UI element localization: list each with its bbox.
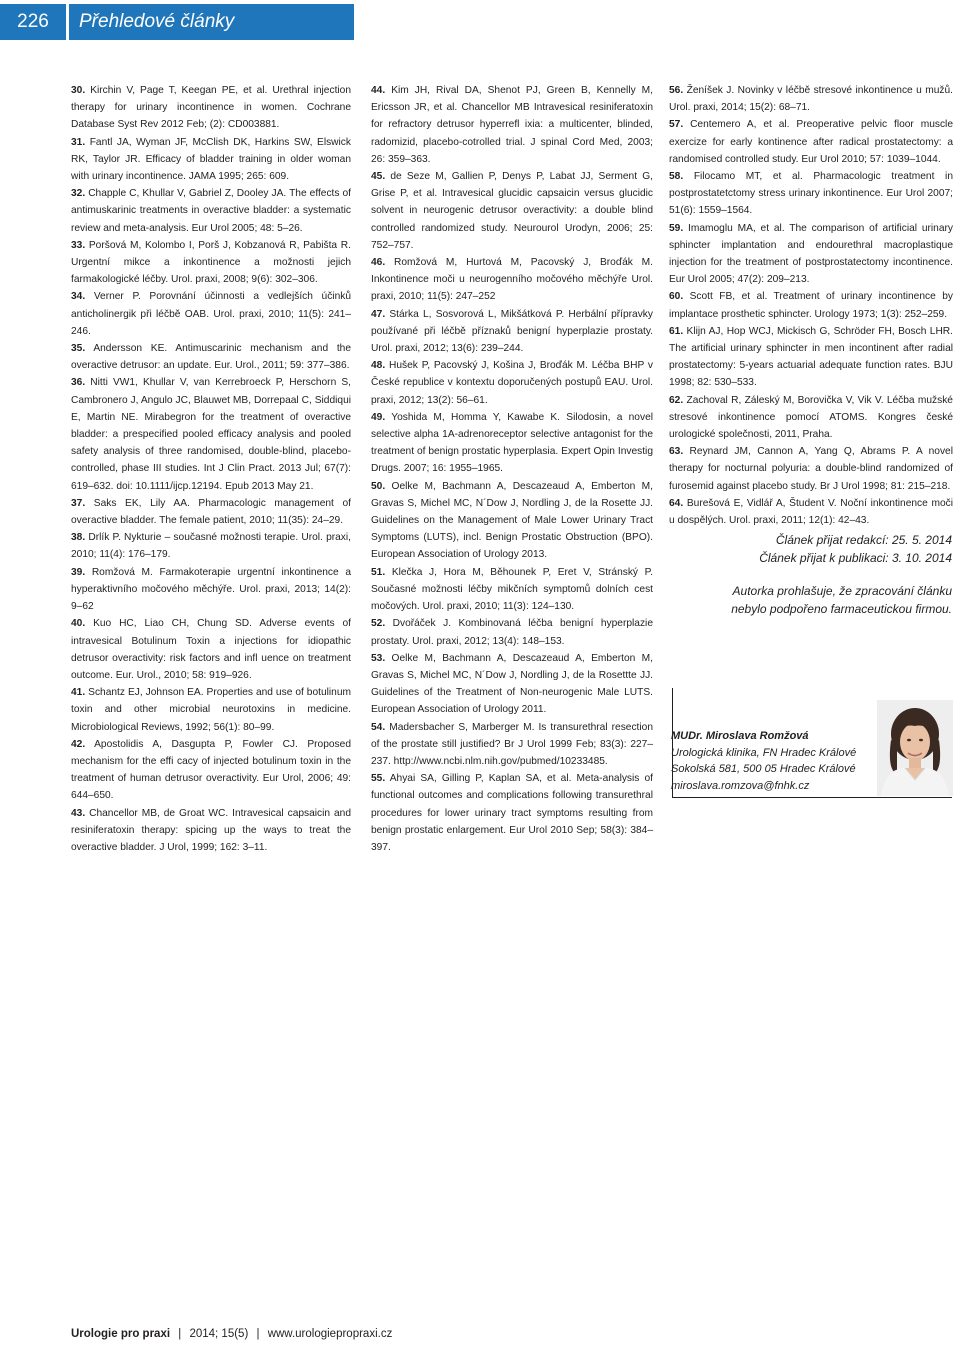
reference-number: 59. bbox=[669, 222, 684, 234]
reference-item bbox=[71, 736, 351, 805]
reference-number: 40. bbox=[71, 618, 86, 630]
reference-text: Poršová M, Kolombo I, Porš J, Kobzanová R, Pabišta R. Urgentní mikce a inkontinence a možnosti jejich farmakologické léčby. Urol. praxi, 2008; 9(6): 302–306. bbox=[71, 239, 351, 286]
received-date: Článek přijat redakcí: 25. 5. 2014 bbox=[775, 533, 952, 547]
footer-separator: | bbox=[256, 1328, 260, 1340]
author-address: Sokolská 581, 500 05 Hradec Králové bbox=[671, 763, 856, 775]
reference-item bbox=[371, 306, 653, 358]
reference-number: 31. bbox=[71, 136, 86, 148]
conflict-declaration: Autorka prohlašuje, že zpracování článku nebylo podpořeno farmaceutickou firmou. bbox=[731, 584, 952, 616]
reference-item bbox=[71, 340, 351, 374]
reference-item bbox=[669, 392, 953, 444]
reference-item bbox=[71, 374, 351, 494]
reference-number: 44. bbox=[371, 85, 386, 96]
reference-item bbox=[669, 220, 953, 289]
reference-text: de Seze M, Gallien P, Denys P, Labat JJ, Serment G, Grise P, et al. Intravesical glucidic capsaicin versus glucidic solvent in neurogenic detrusor overactivity: a double blind controlled randomized study. Neurourol Urodyn, 2006; 25: 752–757. bbox=[371, 171, 653, 251]
author-portrait-image bbox=[877, 700, 953, 796]
footer-url[interactable]: www.urologiepropraxi.cz bbox=[267, 1328, 393, 1340]
reference-number: 39. bbox=[71, 566, 86, 578]
reference-number: 34. bbox=[71, 291, 86, 303]
reference-item bbox=[371, 564, 653, 616]
references-column-2 bbox=[371, 82, 653, 856]
references-column-1 bbox=[71, 82, 351, 856]
reference-number: 49. bbox=[371, 411, 386, 423]
reference-text: Filocamo MT, et al. Pharmacologic treatment in postprostatetctomy stress urinary inkontinence. Eur Urol 2007; 51(6): 1559–1564. bbox=[669, 171, 953, 217]
reference-item bbox=[71, 684, 351, 736]
reference-item bbox=[371, 719, 653, 771]
reference-text: Kuo HC, Liao CH, Chung SD. Adverse events of intravesical Botulinum Toxin a injections for idiopathic detrusor overactivity: risk factors and infl uence on treatment outcome. Eur. Urol., 2010; 58: 919–926. bbox=[71, 618, 351, 681]
reference-text: Kim JH, Rival DA, Shenot PJ, Green B, Kennelly M, Ericsson JR, et al. Chancellor MB Intravesical resiniferatoxin for refractory detrusor hyperrefl ixia: a multicenter, blinded, radomizid, placebo-cotrolled trial. J spinal Cord Med, 2003; 26: 359–363. bbox=[371, 85, 653, 165]
reference-number: 60. bbox=[669, 291, 684, 303]
reference-number: 37. bbox=[71, 497, 86, 509]
reference-text: Chancellor MB, de Groat WC. Intravesical capsaicin and resiniferatoxin therapy: spicing up the ways to treat the overactive bladder. J Urol, 1999; 162: 3–11. bbox=[71, 807, 351, 853]
reference-number: 36. bbox=[71, 377, 86, 389]
reference-number: 30. bbox=[71, 85, 86, 96]
reference-item bbox=[669, 116, 953, 168]
reference-text: Dvořáček J. Kombinovaná léčba benigní hyperplazie prostaty. Urol. praxi, 2012; 13(4): 148–153. bbox=[371, 618, 653, 647]
author-divider-horizontal bbox=[672, 797, 872, 798]
reference-text: Verner P. Porovnání účinnosti a vedlejších účinků anticholinergik při léčbě OAB. Urol. praxi, 2010; 11(5): 241–246. bbox=[71, 291, 351, 337]
reference-number: 52. bbox=[371, 618, 386, 630]
reference-item bbox=[371, 254, 653, 306]
reference-number: 51. bbox=[371, 566, 386, 578]
reference-text: Reynard JM, Cannon A, Yang Q, Abrams P. A novel therapy for nocturnal polyuria: a double-blind randomized of furosemid against placebo study. Br J Urol 1998; 81: 215–218. bbox=[669, 446, 953, 492]
reference-text: Kirchin V, Page T, Keegan PE, et al. Urethral injection therapy for urinary incontinence in women. Cochrane Database Syst Rev 2012 Feb; (2): CD003881. bbox=[71, 85, 351, 131]
reference-text: Zachoval R, Záleský M, Borovička V, Vik V. Léčba mužské stresové inkontinence pomocí ATOMS. Kongres české urologické společnosti, 2011, Praha. bbox=[669, 394, 953, 441]
author-name: MUDr. Miroslava Romžová bbox=[671, 730, 809, 742]
reference-number: 32. bbox=[71, 188, 86, 200]
reference-text: Hušek P, Pacovský J, Košina J, Broďák M. Léčba BHP v České republice v kontextu doporučených postupů EAU. Urol. praxi, 2012; 13(2): 56–61. bbox=[371, 360, 653, 406]
reference-number: 46. bbox=[371, 257, 386, 269]
reference-item bbox=[669, 82, 953, 116]
reference-text: Apostolidis A, Dasgupta P, Fowler CJ. Proposed mechanism for the effi cacy of injected botulinum toxin in the treatment of human detrusor overactivity. Eur Urol, 2006; 49: 644–650. bbox=[71, 738, 351, 802]
reference-item bbox=[669, 495, 953, 529]
reference-number: 43. bbox=[71, 807, 86, 819]
reference-number: 56. bbox=[669, 85, 684, 96]
reference-text: Centemero A, et al. Preoperative pelvic floor muscle exercize for early kontinence after radical prostatectomy: a randomised controlled study. Eur Urol 2010; 57: 1039–1044. bbox=[669, 119, 953, 165]
reference-item bbox=[371, 82, 653, 168]
reference-text: Chapple C, Khullar V, Gabriel Z, Dooley JA. The effects of antimuskarinic treatments in overactive bladder: a systematic review and meta-analysis. Eur Urol 2005; 48: 5–26. bbox=[71, 188, 351, 234]
reference-text: Imamoglu MA, et al. The comparison of artificial urinary sphincter implantation and endourethral macroplastique injection for the treatment of postprostatectomy incontinence. Eur Urol 2005; 47(2): 209–213. bbox=[669, 222, 953, 286]
reference-text: Ženíšek J. Novinky v léčbě stresové inkontinence u mužů. Urol. praxi, 2014; 15(2): 68–71. bbox=[669, 85, 953, 114]
reference-text: Fantl JA, Wyman JF, McClish DK, Harkins SW, Elswick RK, Taylor JR. Efficacy of bladder training in older woman with urinary incontinence. JAMA 1995; 265: 609. bbox=[71, 136, 351, 183]
reference-item bbox=[71, 529, 351, 563]
reference-item bbox=[71, 495, 351, 529]
footer-separator: | bbox=[178, 1328, 182, 1340]
reference-text: Saks EK, Lily AA. Pharmacologic management of overactive bladder. The female patient, 2010; 11(35): 24–29. bbox=[71, 497, 351, 527]
reference-number: 62. bbox=[669, 394, 684, 406]
reference-text: Romžová M, Hurtová M, Pacovský J, Broďák M. Inkontinence moči u neurogenního močového měchýře Urol. praxi, 2010; 11(5): 247–252 bbox=[371, 257, 653, 303]
reference-item bbox=[71, 185, 351, 237]
reference-number: 57. bbox=[669, 119, 684, 131]
reference-item bbox=[371, 357, 653, 409]
reference-item bbox=[669, 288, 953, 322]
reference-text: Drlík P. Nykturie – současné možnosti terapie. Urol. praxi, 2010; 11(4): 176–179. bbox=[71, 532, 351, 561]
author-affiliation: Urologická klinika, FN Hradec Králové bbox=[671, 746, 857, 759]
reference-number: 58. bbox=[669, 171, 684, 183]
reference-text: Nitti VW1, Khullar V, van Kerrebroeck P, Herschorn S, Cambronero J, Angulo JC, Blauwet MB, Dorrepaal C, Siddiqui E, Martin NE. Mirabegron for the treatment of overactive bladder: a prespecified pooled efficacy analysis and pooled safety analysis of three randomised, double-blind, placebo-controlled, phase III studies. Int J Clin Pract. 2013 Jul; 67(7): 619–632. doi: 10.1111/ijcp.12194. Epub 2013 May 21. bbox=[71, 377, 351, 492]
reference-item bbox=[669, 323, 953, 392]
author-block bbox=[671, 728, 881, 794]
reference-item bbox=[71, 237, 351, 289]
reference-number: 47. bbox=[371, 308, 386, 320]
reference-number: 53. bbox=[371, 652, 386, 664]
reference-text: Ahyai SA, Gilling P, Kaplan SA, et al. Meta-analysis of functional outcomes and complications following transurethral procedures for lower urinary tract symptoms resulting from benign prostatic enlargement. Eur Urol 2010 Sep; 58(3): 384–397. bbox=[371, 773, 653, 853]
page-footer bbox=[71, 1328, 392, 1340]
reference-text: Oelke M, Bachmann A, Descazeaud A, Emberton M, Gravas S, Michel MC, N´Dow J, Nordling J, de la Rosettte JJ. Guidelines of the Treatment of Non-neurogenic Male LUTS. European Association of Urology 2011. bbox=[371, 652, 653, 716]
reference-item bbox=[371, 770, 653, 856]
reference-text: Madersbacher S, Marberger M. Is transurethral resection of the prostate still justified? Br J Urol 1999 Feb; 83(3): 227–237. http://www.ncbi.nlm.nih.gov/pubmed/10233485. bbox=[371, 721, 653, 767]
page-number: 226 bbox=[0, 4, 66, 40]
article-dates bbox=[700, 531, 952, 567]
reference-text: Klijn AJ, Hop WCJ, Mickisch G, Schröder FH, Bosch LHR. The artificial urinary sphincter in men incontinent after radial prostatectomy: 5-years actuarial adequate function rates. BJU 1998; 82: 530–533. bbox=[669, 325, 953, 389]
reference-number: 54. bbox=[371, 721, 386, 733]
reference-text: Klečka J, Hora M, Běhounek P, Eret V, Stránský P. Současné možnosti léčby mikčních symptomů dolních cest močových. Urol. praxi, 2010; 11(3): 124–130. bbox=[371, 566, 653, 613]
reference-number: 33. bbox=[71, 239, 86, 251]
references-column-3 bbox=[669, 82, 953, 529]
author-photo bbox=[877, 700, 953, 796]
footer-journal: Urologie pro praxi bbox=[71, 1328, 171, 1340]
reference-item bbox=[669, 443, 953, 495]
reference-item bbox=[371, 478, 653, 564]
reference-text: Schantz EJ, Johnson EA. Properties and use of botulinum toxin and other microbial neurotoxins in medicine. Microbiological Reviews, 1992; 56(1): 80–99. bbox=[71, 687, 351, 733]
author-divider-horizontal-right bbox=[872, 797, 952, 798]
reference-number: 41. bbox=[71, 687, 86, 699]
reference-item bbox=[71, 134, 351, 186]
reference-item bbox=[371, 650, 653, 719]
reference-number: 42. bbox=[71, 738, 86, 750]
reference-text: Burešová E, Vidlář A, Študent V. Noční inkontinence moči u dospělých. Urol. praxi, 2011; 12(1): 42–43. bbox=[669, 497, 953, 527]
reference-text: Yoshida M, Homma Y, Kawabe K. Silodosin, a novel selective alpha 1A-adrenoreceptor selective antagonist for the treatment of benign prostatic hyperplasia. Expert Opin Investig Drugs. 2007; 16: 1955–1965. bbox=[371, 411, 653, 475]
reference-number: 61. bbox=[669, 325, 684, 337]
reference-number: 45. bbox=[371, 171, 386, 183]
reference-item bbox=[371, 615, 653, 649]
reference-number: 35. bbox=[71, 343, 86, 355]
section-title: Přehledové články bbox=[69, 4, 354, 40]
reference-number: 63. bbox=[669, 446, 684, 458]
reference-text: Romžová M. Farmakoterapie urgentní inkontinence a hyperaktivního močového měchýře. Urol. praxi, 2013; 14(2): 9–62 bbox=[71, 566, 351, 613]
reference-item bbox=[71, 82, 351, 134]
accepted-date: Článek přijat k publikaci: 3. 10. 2014 bbox=[759, 551, 952, 565]
reference-item bbox=[669, 168, 953, 220]
reference-text: Stárka L, Sosvorová L, Mikšátková P. Herbální přípravky používané při léčbě příznaků benigní hyperplazie prostaty. Urol. praxi, 2012; 13(6): 239–244. bbox=[371, 308, 653, 355]
footer-issue: 2014; 15(5) bbox=[189, 1328, 249, 1340]
reference-number: 48. bbox=[371, 360, 386, 372]
reference-item bbox=[371, 409, 653, 478]
reference-item bbox=[71, 805, 351, 857]
reference-text: Oelke M, Bachmann A, Descazeaud A, Emberton M, Gravas S, Michel MC, N´Dow J, Nordling J, de la Rosette JJ. Guidelines on the Management of Male Lower Urinary Tract Symptoms (LUTS), incl. Benign Prostatic Obstruction (BPO). European Association of Urology 2013. bbox=[371, 480, 653, 561]
reference-item bbox=[71, 615, 351, 684]
reference-item bbox=[371, 168, 653, 254]
reference-text: Scott FB, et al. Treatment of urinary incontinence by implantace prosthetic sphincter. Urology 1973; 1(3): 252–259. bbox=[669, 291, 953, 320]
reference-text: Andersson KE. Antimuscarinic mechanism and the overactive detrusor: an update. Eur. Urol., 2011; 59: 377–386. bbox=[71, 343, 351, 372]
reference-number: 64. bbox=[669, 497, 684, 509]
reference-item bbox=[71, 288, 351, 340]
reference-number: 55. bbox=[371, 773, 386, 785]
reference-item bbox=[71, 564, 351, 616]
author-email[interactable]: miroslava.romzova@fnhk.cz bbox=[671, 779, 810, 792]
reference-number: 50. bbox=[371, 480, 386, 492]
reference-number: 38. bbox=[71, 532, 86, 544]
